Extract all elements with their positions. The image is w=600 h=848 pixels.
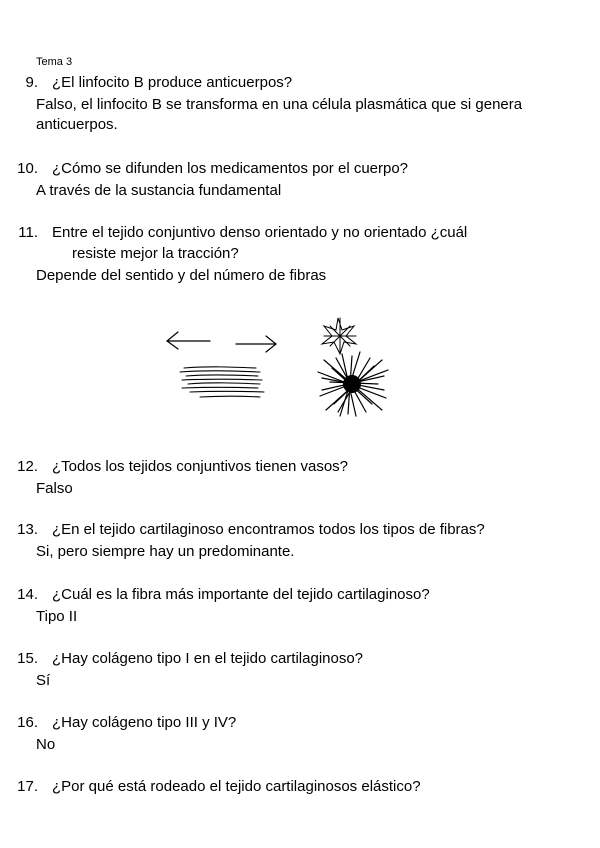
question-number: 16.: [17, 714, 38, 731]
question-11-line2: resiste mejor la tracción?: [72, 245, 239, 262]
question-number: 17.: [17, 778, 38, 795]
question-15: [4, 649, 363, 669]
question-17: [4, 777, 421, 797]
question-number: 11.: [18, 224, 38, 241]
question-12: [4, 457, 348, 477]
answer-9: Falso, el linfocito B se transforma en una célula plasmática que si genera anticuerpos.: [36, 96, 523, 133]
answer-15: Sí: [36, 672, 51, 689]
fiber-orientation-sketch: [160, 312, 410, 422]
question-number: 14.: [17, 586, 38, 603]
topic-heading: Tema 3: [36, 56, 73, 68]
answer-12: Falso: [36, 480, 73, 497]
answer-11: Depende del sentido y del número de fibras: [36, 267, 327, 284]
question-number: 10.: [17, 160, 38, 177]
answer-16: No: [36, 736, 56, 753]
question-text: Entre el tejido conjuntivo denso orientado y no orientado ¿cuál: [52, 224, 468, 241]
question-text: ¿El linfocito B produce anticuerpos?: [52, 74, 293, 91]
question-14: [4, 585, 430, 605]
question-text: ¿Hay colágeno tipo III y IV?: [52, 714, 237, 731]
question-number: 15.: [17, 650, 38, 667]
question-number: 9.: [25, 74, 38, 91]
question-number: 13.: [17, 521, 38, 538]
question-text: ¿Por qué está rodeado el tejido cartilaginosos elástico?: [52, 778, 421, 795]
question-13: [4, 520, 485, 540]
question-text: ¿Todos los tejidos conjuntivos tienen vasos?: [52, 458, 349, 475]
answer-13: Si, pero siempre hay un predominante.: [36, 543, 295, 560]
question-11: [4, 223, 467, 243]
question-number: 12.: [17, 458, 38, 475]
question-text: ¿Cómo se difunden los medicamentos por el cuerpo?: [52, 160, 409, 177]
answer-10: A través de la sustancia fundamental: [36, 182, 282, 199]
question-9: [4, 73, 292, 93]
question-10: [4, 159, 408, 179]
question-text: ¿En el tejido cartilaginoso encontramos todos los tipos de fibras?: [52, 521, 485, 538]
answer-14: Tipo II: [36, 608, 78, 625]
question-text: ¿Cuál es la fibra más importante del tejido cartilaginoso?: [52, 586, 430, 603]
question-text: ¿Hay colágeno tipo I en el tejido cartilaginoso?: [52, 650, 364, 667]
question-16: [4, 713, 236, 733]
